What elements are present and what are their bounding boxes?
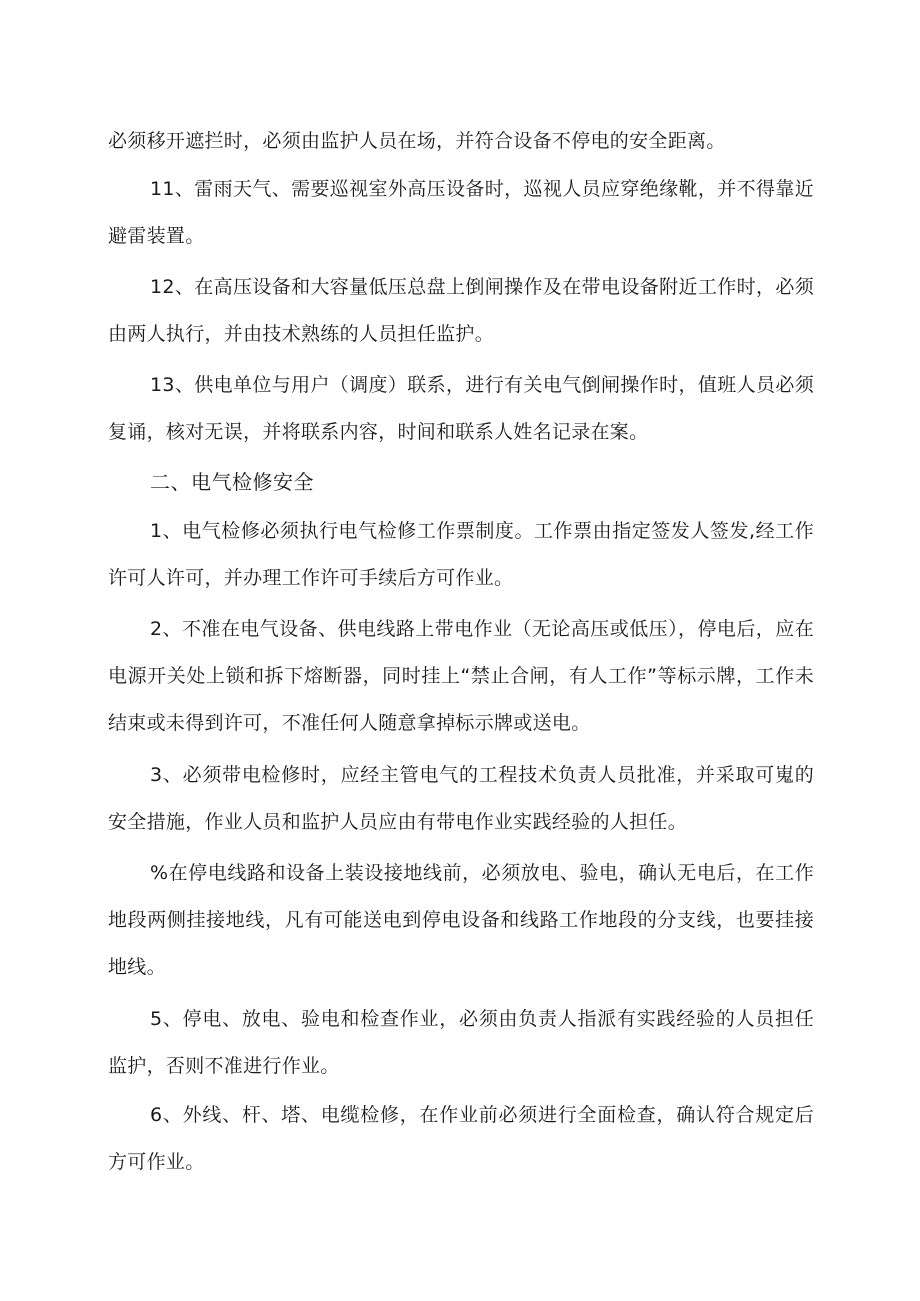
paragraph-section-item-5: 5、停电、放电、验电和检查作业，必须由负责人指派有实践经验的人员担任监护，否则不准进行作业。 xyxy=(108,1008,814,1077)
paragraph-section-item-1: 1、电气检修必须执行电气检修工作票制度。工作票由指定签发人签发,经工作许可人许可，并办理工作许可手续后方可作业。 xyxy=(108,520,814,589)
paragraph-section-item-4: %在停电线路和设备上装设接地线前，必须放电、验电，确认无电后，在工作地段两侧挂接地线，凡有可能送电到停电设备和线路工作地段的分支线，也要挂接地线。 xyxy=(108,862,814,978)
paragraph-section-item-3: 3、必须带电检修时，应经主管电气的工程技术负责人员批准，并采取可嵬的安全措施，作业人员和监护人员应由有带电作业实践经验的人担任。 xyxy=(108,764,814,833)
paragraph-item-13: 13、供电单位与用户（调度）联系，进行有关电气倒闸操作时，值班人员必须复诵，核对无误，并将联系内容，时间和联系人姓名记录在案。 xyxy=(108,374,814,443)
paragraph-section-item-2: 2、不准在电气设备、供电线路上带电作业（无论高压或低压），停电后，应在电源开关处上锁和拆下熔断器，同时挂上“禁止合闸，有人工作”等标示牌，工作未结束或未得到许可，不准任何人随意拿掉标示牌或送电。 xyxy=(108,618,814,734)
section-heading: 二、电气检修安全 xyxy=(150,470,314,494)
paragraph-continuation: 必须移开遮拦时，必须由监护人员在场，并符合设备不停电的安全距离。 xyxy=(108,130,726,152)
paragraph-section-item-6: 6、外线、杆、塔、电缆检修，在作业前必须进行全面检查，确认符合规定后方可作业。 xyxy=(108,1104,814,1173)
paragraph-item-12: 12、在高压设备和大容量低压总盘上倒闸操作及在带电设备附近工作时，必须由两人执行，并由技术熟练的人员担任监护。 xyxy=(108,276,814,345)
paragraph-item-11: 11、雷雨天气、需要巡视室外高压设备时，巡视人员应穿绝缘靴，并不得靠近避雷装置。 xyxy=(108,178,814,247)
